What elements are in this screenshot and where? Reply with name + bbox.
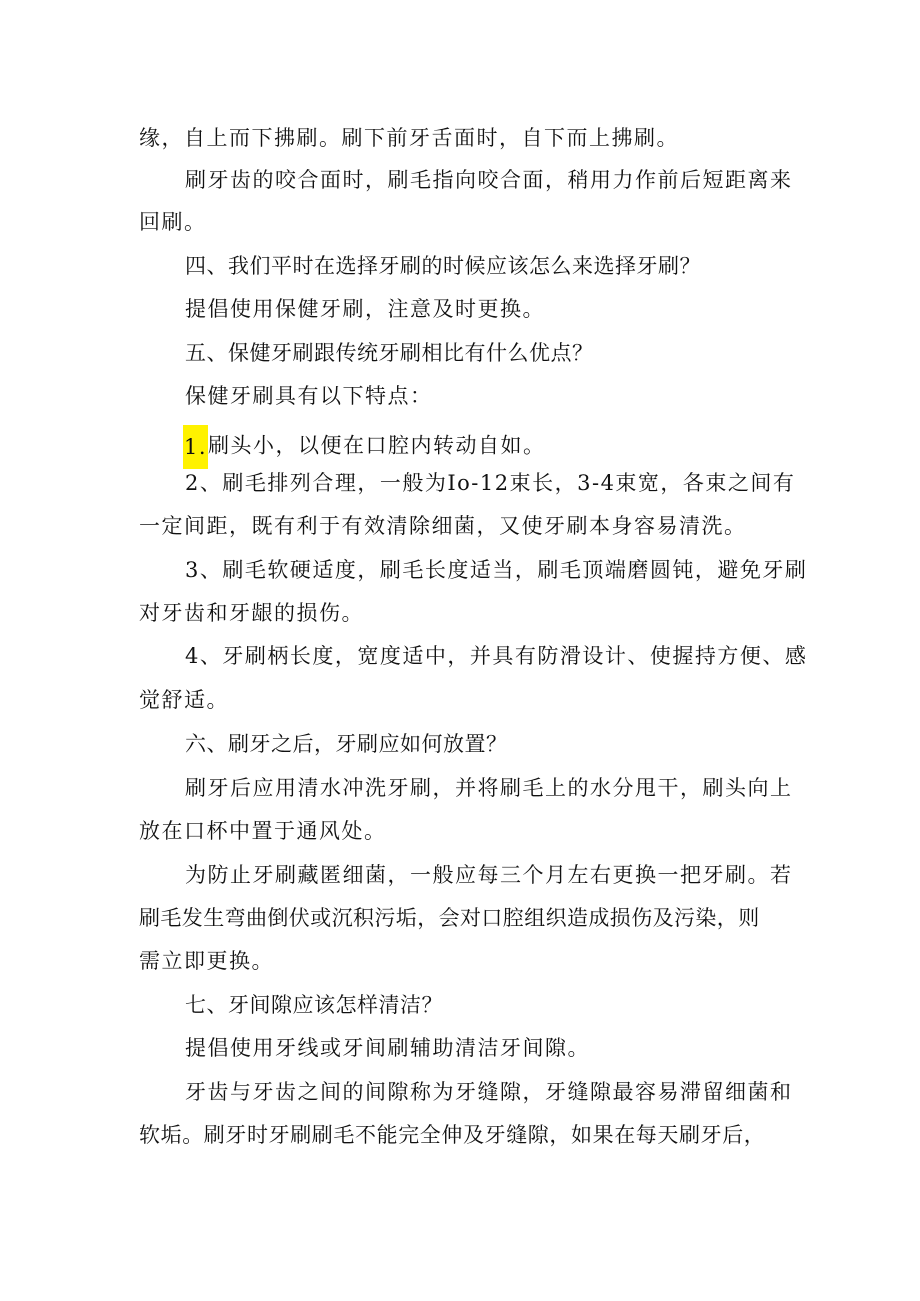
text-line: 牙齿与牙齿之间的间隙称为牙缝隙，牙缝隙最容易滞留细菌和 (185, 1080, 793, 1104)
list-item-1 (183, 425, 546, 469)
list-item-4: 4、牙刷柄长度，宽度适中，并具有防滑设计、使握持方便、感 (185, 644, 808, 668)
section-heading-4: 四、我们平时在选择牙刷的时候应该怎么来选择牙刷？ (185, 254, 701, 278)
text-line: 刷牙齿的咬合面时，刷毛指向咬合面，稍用力作前后短距离来 (185, 168, 793, 192)
text-line: 放在口杯中置于通风处。 (139, 819, 387, 843)
text-line: 提倡使用保健牙刷，注意及时更换。 (185, 297, 545, 321)
list-item-2: 2、刷毛排列合理，一般为Io-12束长，3-4束宽，各束之间有 (185, 471, 796, 495)
list-item-text: 刷头小，以便在口腔内转动自如。 (208, 433, 546, 458)
highlighted-list-marker: 1. (183, 425, 208, 469)
text-line: 回刷。 (139, 210, 207, 234)
section-heading-5: 五、保健牙刷跟传统牙刷相比有什么优点？ (185, 341, 594, 365)
text-line: 保健牙刷具有以下特点： (185, 384, 433, 408)
text-line: 刷毛发生弯曲倒伏或沉积污垢，会对口腔组织造成损伤及污染，则 (139, 906, 760, 930)
text-line: 提倡使用牙线或牙间刷辅助清洁牙间隙。 (185, 1036, 590, 1060)
section-heading-7: 七、牙间隙应该怎样清洁？ (185, 993, 443, 1017)
text-line: 对牙齿和牙龈的损伤。 (139, 601, 364, 625)
text-line: 一定间距，既有利于有效清除细菌，又使牙刷本身容易清洗。 (139, 514, 747, 538)
text-line: 需立即更换。 (139, 949, 274, 973)
text-line: 觉舒适。 (139, 688, 229, 712)
text-line: 缘，自上而下拂刷。刷下前牙舌面时，自下而上拂刷。 (139, 126, 679, 150)
section-heading-6: 六、刷牙之后，牙刷应如何放置？ (185, 732, 508, 756)
text-line: 刷牙后应用清水冲洗牙刷，并将刷毛上的水分甩干，刷头向上 (185, 776, 793, 800)
text-line: 软垢。刷牙时牙刷刷毛不能完全伸及牙缝隙，如果在每天刷牙后， (139, 1123, 766, 1147)
text-line: 为防止牙刷藏匿细菌，一般应每三个月左右更换一把牙刷。若 (185, 863, 793, 887)
list-item-3: 3、刷毛软硬适度，刷毛长度适当，刷毛顶端磨圆钝，避免牙刷 (185, 558, 808, 582)
